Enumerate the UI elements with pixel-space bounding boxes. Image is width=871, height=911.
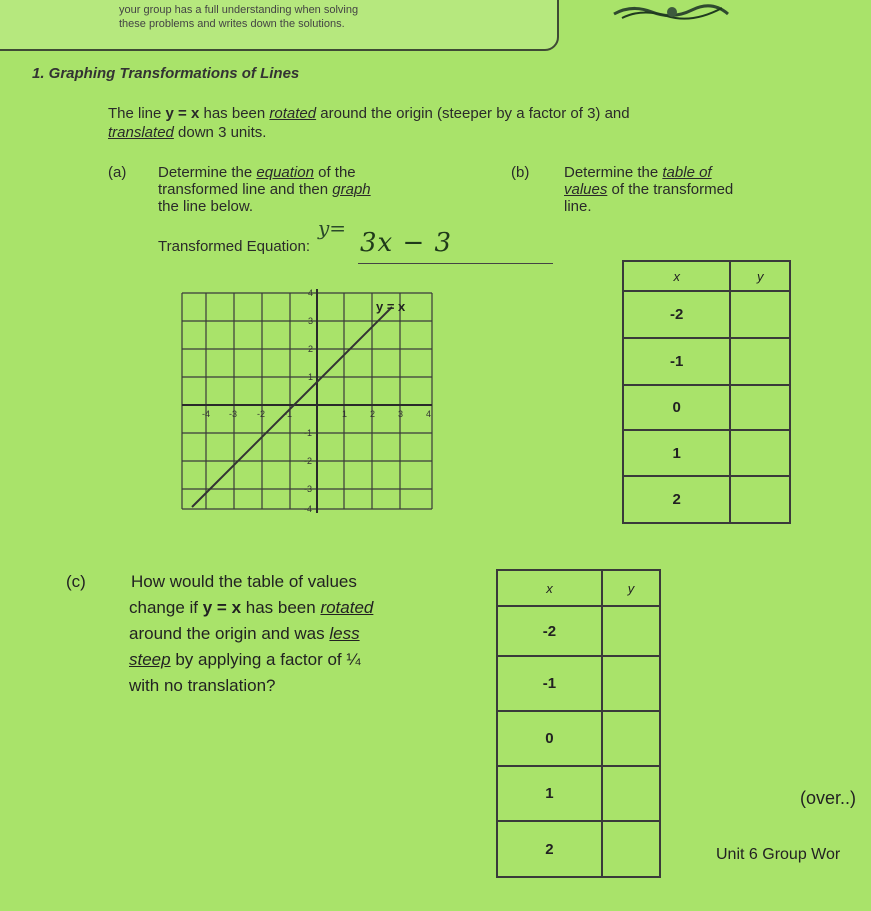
part-c-less: less (329, 624, 360, 643)
x-cell: -2 (497, 606, 602, 656)
equation-answer-line[interactable] (358, 263, 553, 264)
part-b-text-2: of the transformed (607, 181, 734, 198)
part-a-text-4: the line below. (158, 198, 254, 215)
line-label: y = x (376, 299, 406, 314)
table-row (623, 385, 790, 430)
y-tick: -1 (304, 428, 313, 438)
coordinate-grid[interactable] (170, 283, 445, 518)
part-a-text-3: transformed line and then (158, 181, 333, 198)
intro-equation: y = x (165, 105, 200, 122)
y-tick: 2 (308, 344, 314, 354)
over-note: (over..) (800, 788, 857, 808)
table-row (623, 430, 790, 476)
part-c-text: around the origin and was (129, 624, 330, 643)
part-c-line-2 (66, 595, 461, 621)
y-cell-empty[interactable] (730, 338, 790, 385)
table-header-row (497, 570, 660, 606)
logo-decoration (612, 2, 730, 24)
table-of-values-c (496, 569, 661, 878)
part-c-text: change if (129, 598, 203, 617)
y-cell-empty[interactable] (730, 291, 790, 338)
banner-line-2: these problems and writes down the solutions. (119, 18, 345, 30)
part-a-text (158, 164, 458, 215)
part-c-rotated: rotated (320, 598, 374, 617)
x-tick: 3 (398, 409, 404, 419)
intro-text: around the origin (steeper by a factor of 3) and (316, 105, 630, 122)
part-c-line-1: How would the table of values (131, 572, 357, 591)
table-row (497, 766, 660, 821)
part-b-table-word: table of (662, 164, 712, 181)
part-a-equation-word: equation (256, 164, 314, 181)
x-tick: -3 (229, 409, 238, 419)
y-cell-empty[interactable] (602, 711, 660, 766)
table-of-values-b (622, 260, 791, 524)
y-cell-empty[interactable] (730, 385, 790, 430)
intro-text: has been (199, 105, 270, 122)
table-row (497, 711, 660, 766)
table-header-row (623, 261, 790, 291)
instruction-banner (0, 0, 559, 51)
footer-text: Unit 6 Group Wor (716, 846, 841, 863)
table-row (497, 821, 660, 877)
y-tick: -2 (304, 456, 313, 466)
part-c-equation: y = x (202, 598, 242, 617)
table-row (497, 656, 660, 711)
y-cell-empty[interactable] (730, 430, 790, 476)
y-tick: 1 (308, 372, 314, 382)
y-tick: -3 (304, 484, 313, 494)
part-c-text (66, 569, 461, 699)
table-row (497, 606, 660, 656)
part-b-label: (b) (511, 164, 530, 181)
table-row (623, 476, 790, 523)
x-cell: 2 (497, 821, 602, 877)
x-cell: 2 (623, 476, 730, 523)
intro-rotated: rotated (269, 105, 317, 122)
header-y: y (602, 570, 660, 606)
x-cell: 0 (497, 711, 602, 766)
x-tick: 1 (342, 409, 348, 419)
x-cell: -1 (497, 656, 602, 711)
grid-lines (182, 293, 432, 509)
part-b-text-3: line. (564, 198, 592, 215)
intro-text: The line (108, 105, 166, 122)
handwritten-y: y= (318, 216, 347, 240)
handwritten-equation-answer: 3x − 3 (360, 228, 453, 258)
x-cell: 1 (497, 766, 602, 821)
x-cell: -2 (623, 291, 730, 338)
line-y-equals-x (192, 307, 392, 507)
part-c-line-4 (66, 647, 461, 673)
part-c-steep: steep (129, 650, 171, 669)
part-b-text (564, 164, 824, 215)
intro-text: down 3 units. (173, 124, 267, 141)
x-tick: 2 (370, 409, 376, 419)
y-tick-labels (304, 288, 313, 514)
y-cell-empty[interactable] (602, 766, 660, 821)
intro-translated: translated (108, 124, 174, 141)
y-cell-empty[interactable] (730, 476, 790, 523)
part-a-text-2: of the (313, 164, 356, 181)
y-cell-empty[interactable] (602, 821, 660, 877)
banner-line-1: your group has a full understanding when solving (119, 4, 359, 16)
header-x: x (497, 570, 602, 606)
y-cell-empty[interactable] (602, 656, 660, 711)
question-intro (108, 104, 768, 142)
part-c-line-5: with no translation? (129, 676, 276, 695)
x-cell: -1 (623, 338, 730, 385)
part-c-text: has been (241, 598, 321, 617)
part-c-text: by applying a factor of ¼ (170, 650, 361, 669)
header-y: y (730, 261, 790, 291)
x-cell: 0 (623, 385, 730, 430)
table-row (623, 291, 790, 338)
x-cell: 1 (623, 430, 730, 476)
question-title: 1. Graphing Transformations of Lines (32, 65, 300, 82)
part-c-line-3 (66, 621, 461, 647)
part-c-label: (c) (66, 572, 86, 591)
x-tick: -1 (284, 409, 293, 419)
x-tick: 4 (426, 409, 432, 419)
part-a-graph-word: graph (332, 181, 371, 198)
header-x: x (623, 261, 730, 291)
x-tick: -4 (202, 409, 211, 419)
y-tick: -4 (304, 504, 313, 514)
part-a-label: (a) (108, 164, 127, 181)
y-tick: 4 (308, 288, 314, 298)
y-cell-empty[interactable] (602, 606, 660, 656)
y-tick: 3 (308, 316, 314, 326)
part-b-text-1: Determine the (564, 164, 663, 181)
table-row (623, 338, 790, 385)
equation-label: Transformed Equation: (158, 238, 311, 255)
x-tick: -2 (257, 409, 266, 419)
part-a-text-1: Determine the (158, 164, 257, 181)
part-b-values-word: values (564, 181, 608, 198)
